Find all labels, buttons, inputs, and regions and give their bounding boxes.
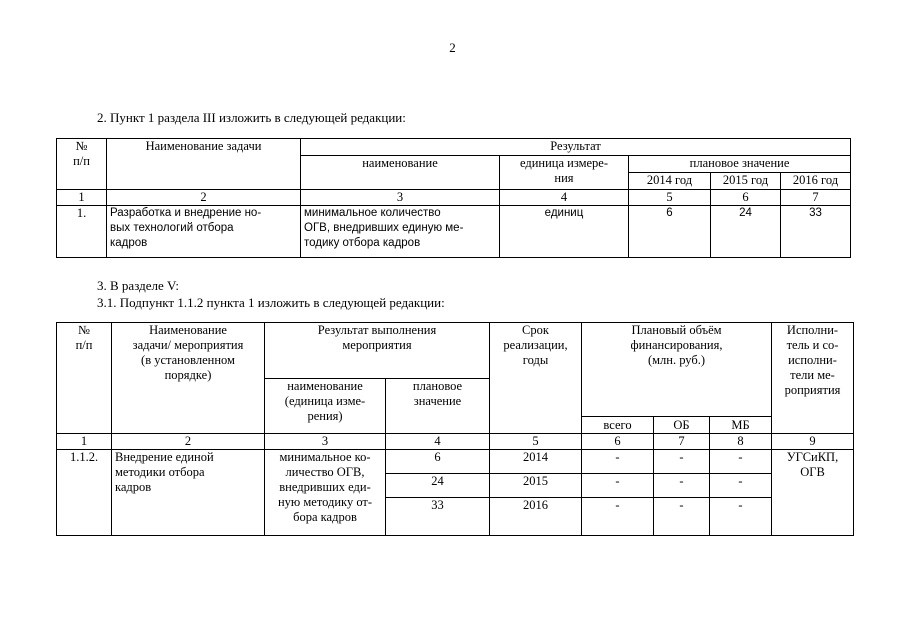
row-task-name: Разработка и внедрение но- вых технологий отбора кадров [107,206,301,258]
header-num: № п/п [57,323,112,434]
row-plan-value: 24 [386,474,490,498]
row-ob: - [654,450,710,474]
header-mb: МБ [710,417,772,434]
page-number: 2 [449,40,456,55]
measures-table [56,322,854,536]
row-task-name: Внедрение единой методики отбора кадров [112,450,265,536]
header-task-name: Наименование задачи [107,139,301,190]
col-number: 3 [301,190,500,206]
col-number: 5 [629,190,711,206]
header-result: Результат выполнения мероприятия [265,323,490,379]
paragraph-item-3-1: 3.1. Подпункт 1.1.2 пункта 1 изложить в следующей редакции: [97,295,445,310]
row-executor: УГСиКП, ОГВ [772,450,854,536]
row-mb: - [710,450,772,474]
row-year: 2014 [490,450,582,474]
row-mb: - [710,474,772,498]
row-year: 2016 [490,498,582,536]
header-executor: Исполни- тель и со- исполни- тели ме- роприятия [772,323,854,434]
header-unit: единица измере- ния [500,156,629,190]
row-indicator-name: минимальное количество ОГВ, внедривших единую ме- тодику отбора кадров [301,206,500,258]
col-number: 3 [265,434,386,450]
header-total: всего [582,417,654,434]
col-number: 1 [57,190,107,206]
col-number: 7 [781,190,851,206]
col-number: 4 [386,434,490,450]
row-number: 1. [57,206,107,258]
header-task-name: Наименование задачи/ мероприятия (в установленном порядке) [112,323,265,434]
row-total: - [582,498,654,536]
table-row [57,450,854,474]
row-mb: - [710,498,772,536]
header-term: Срок реализации, годы [490,323,582,434]
col-number: 5 [490,434,582,450]
col-number: 1 [57,434,112,450]
col-number: 8 [710,434,772,450]
row-ob: - [654,474,710,498]
header-financing: Плановый объём финансирования, (млн. руб.) [582,323,772,417]
header-indicator-name: наименование (единица изме- рения) [265,379,386,434]
row-unit: единиц [500,206,629,258]
table-row [57,206,851,258]
col-number: 2 [112,434,265,450]
header-ob: ОБ [654,417,710,434]
header-plan-value: плановое значение [386,379,490,434]
col-number: 6 [711,190,781,206]
results-table [56,138,851,258]
row-plan-value: 33 [386,498,490,536]
row-value-2016: 33 [781,206,851,258]
header-indicator-name: наименование [301,156,500,190]
row-number: 1.1.2. [57,450,112,536]
header-result: Результат [301,139,851,156]
header-year-2014: 2014 год [629,173,711,190]
row-total: - [582,450,654,474]
header-num: № п/п [57,139,107,190]
col-number: 2 [107,190,301,206]
header-plan-value: плановое значение [629,156,851,173]
row-ob: - [654,498,710,536]
col-number: 9 [772,434,854,450]
col-number: 6 [582,434,654,450]
header-year-2016: 2016 год [781,173,851,190]
row-year: 2015 [490,474,582,498]
paragraph-item-2: 2. Пункт 1 раздела III изложить в следующей редакции: [97,110,406,125]
row-value-2015: 24 [711,206,781,258]
row-indicator-name: минимальное ко- личество ОГВ, внедривших еди- ную методику от- бора кадров [265,450,386,536]
row-total: - [582,474,654,498]
header-year-2015: 2015 год [711,173,781,190]
paragraph-item-3: 3. В разделе V: [97,278,180,293]
row-plan-value: 6 [386,450,490,474]
col-number: 7 [654,434,710,450]
col-number: 4 [500,190,629,206]
row-value-2014: 6 [629,206,711,258]
